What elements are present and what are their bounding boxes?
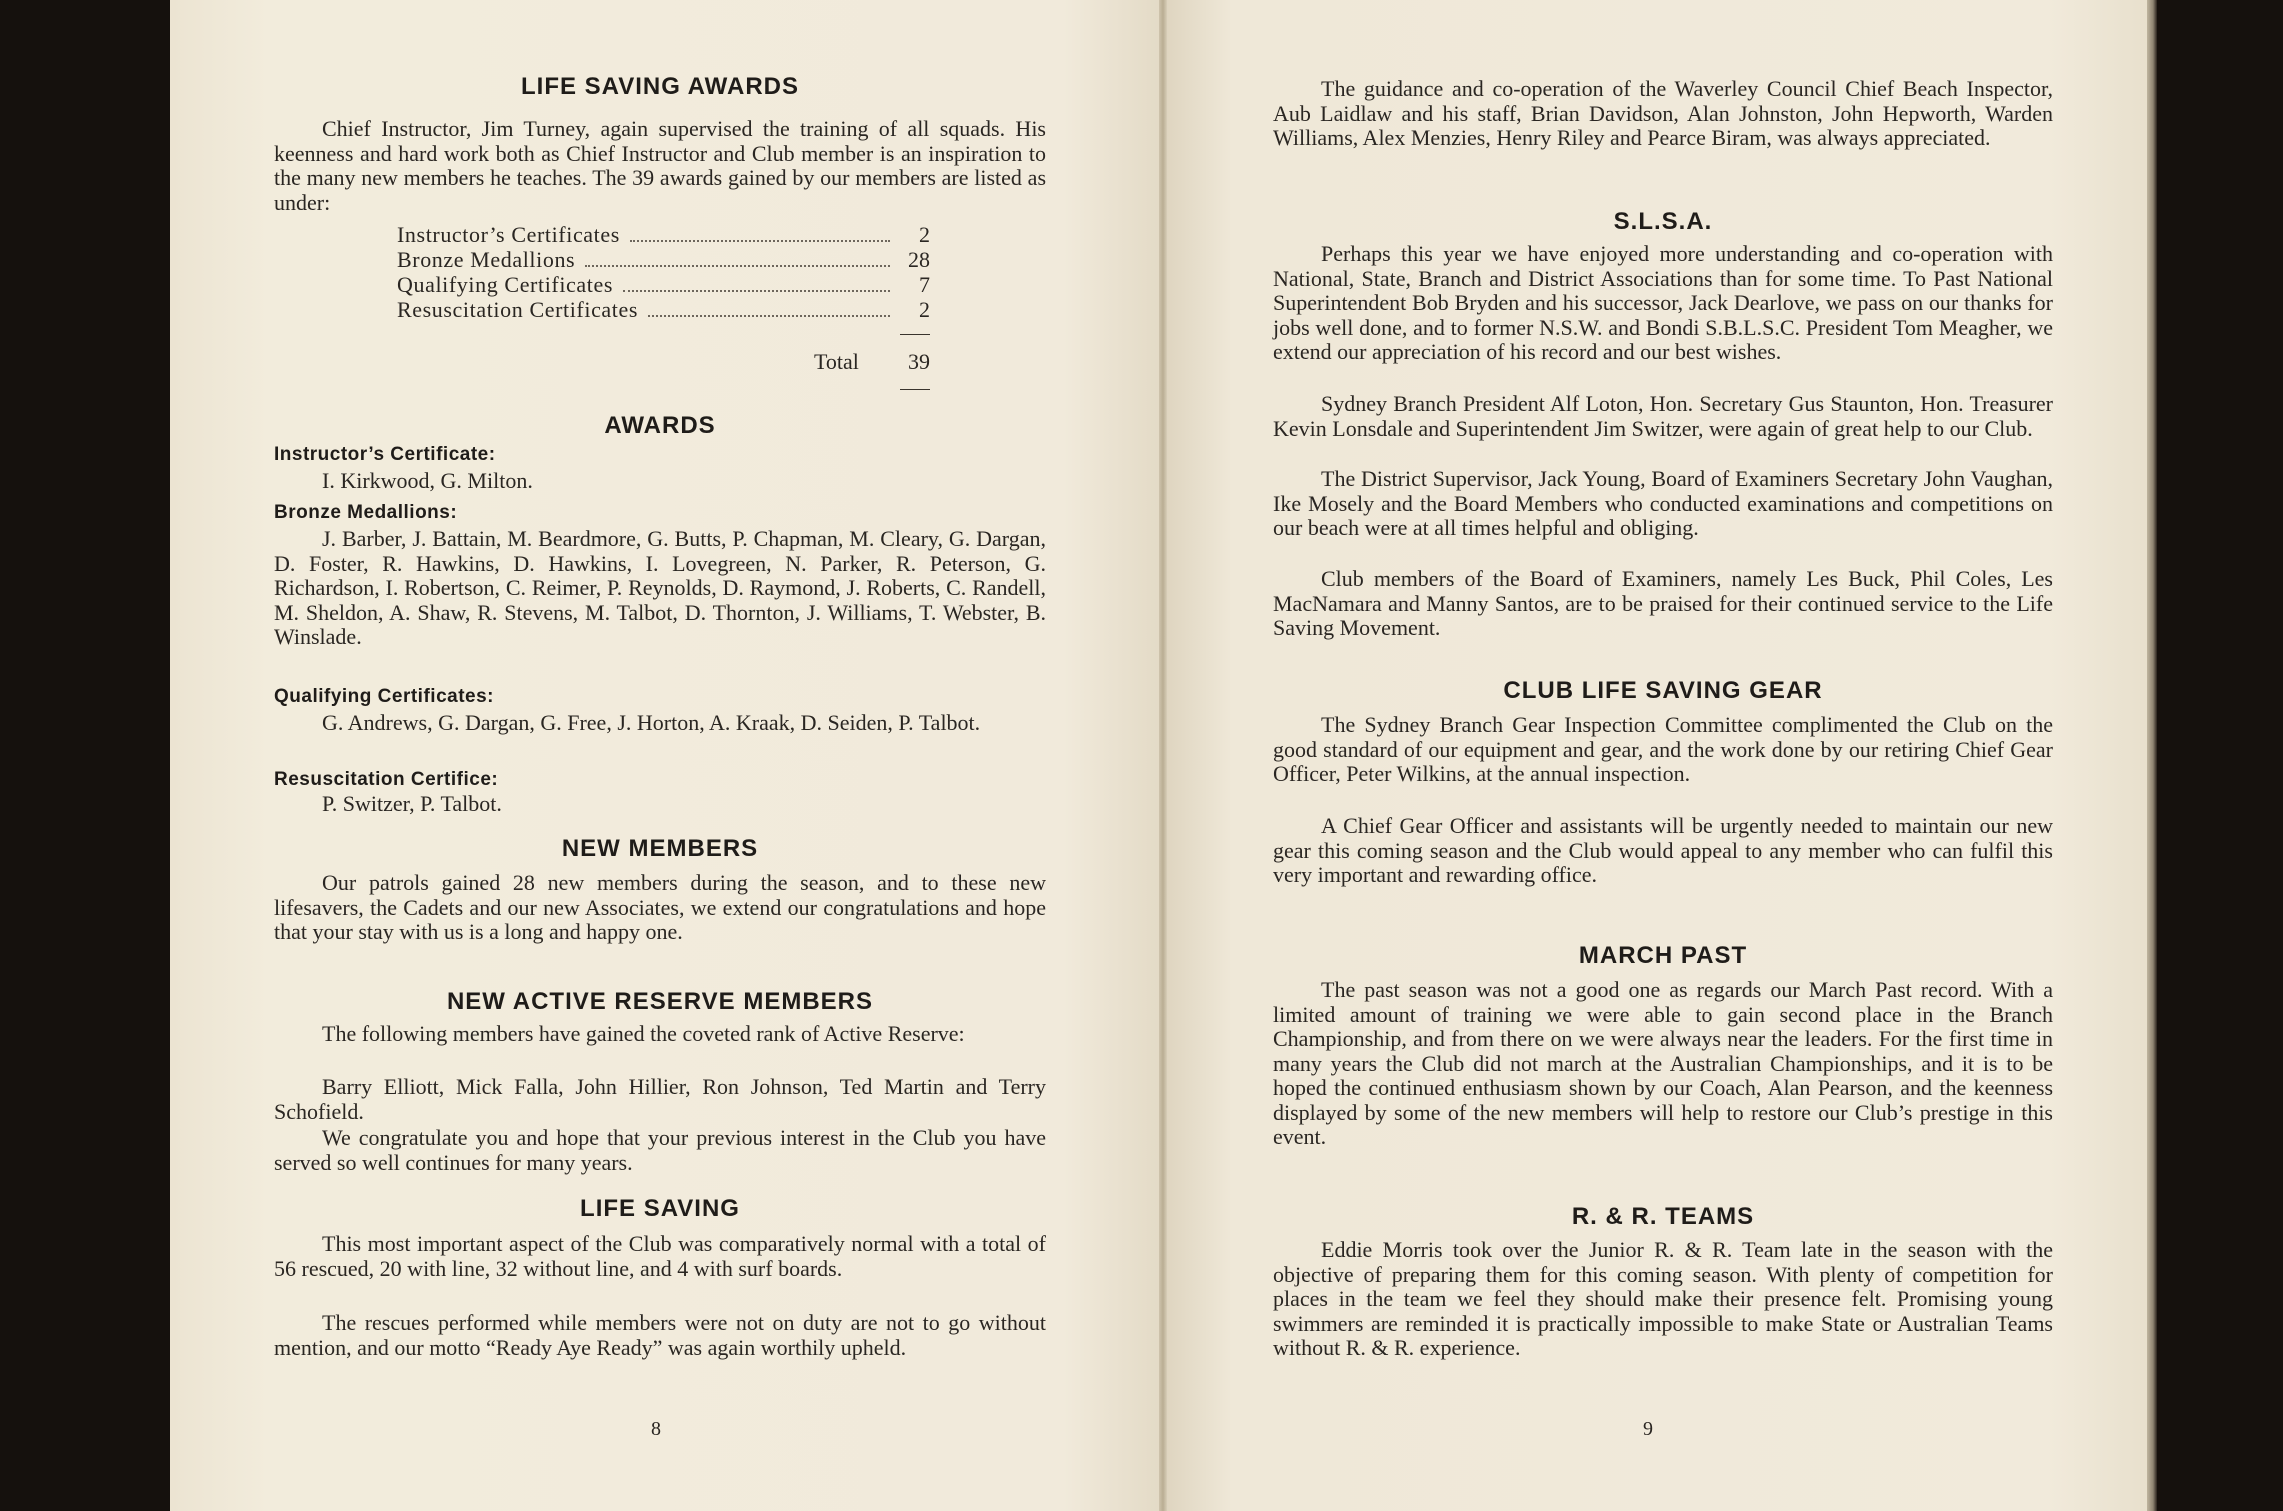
new-members-text: Our patrols gained 28 new members during the season, and to these new lifesavers, the Cadets and our new Associates, we extend our congratulations and hope that your stay with us is a long and happy one. [274,870,1046,944]
bronze-medallions-title: Bronze Medallions: [274,502,458,523]
slsa-text-3: The District Supervisor, Jack Young, Board of Examiners Secretary John Vaughan, Ike Mosely and the Board Members who conducted examinations and competitions on our beach were at all times helpful and obliging. [1273,466,2053,540]
slsa-text-4: Club members of the Board of Examiners, namely Les Buck, Phil Coles, Les MacNamara and Manny Santos, are to be praised for their continued service to the Life Saving Movement. [1273,566,2053,640]
dot-leader [648,315,890,317]
awards-total-label: Total [814,349,859,374]
slsa-text-2: Sydney Branch President Alf Loton, Hon. Secretary Gus Staunton, Hon. Treasurer Kevin Lonsdale and Superintendent Jim Switzer, were again of great help to our Club. [1273,391,2053,441]
instructor-certificate-names: I. Kirkwood, G. Milton. [322,468,533,493]
gear-text-1: The Sydney Branch Gear Inspection Committee complimented the Club on the good standard of our equipment and gear, and the work done by our retiring Chief Gear Officer, Peter Wilkins, at the annual inspection. [1273,712,2053,786]
rr-teams-heading: R. & R. TEAMS [1571,1203,1755,1230]
slsa-heading: S.L.S.A. [1613,208,1713,235]
awards-total-value: 39 [908,349,930,374]
dot-leader [585,265,890,267]
active-reserve-text-1: The following members have gained the coveted rank of Active Reserve: [322,1021,965,1046]
qualifying-certificates-names: G. Andrews, G. Dargan, G. Free, J. Horton, A. Kraak, D. Seiden, P. Talbot. [322,710,981,735]
right-intro-text: The guidance and co-operation of the Waverley Council Chief Beach Inspector, Aub Laidlaw and his staff, Brian Davidson, Alan Johnston, John Hepworth, Warden Williams, Alex Menzies, Henry Riley and Pearce Biram, was always appreciated. [1273,76,2053,150]
new-members-heading: NEW MEMBERS [561,835,759,862]
book-spine [1159,0,1167,1511]
slsa-text-1: Perhaps this year we have enjoyed more understanding and co-operation with National, State, Branch and District Associations than for some time. To Past National Superintendent Bob Bryden and his successor, Jack Dearlove, we pass on our thanks for jobs well done, and to former N.S.W. and Bondi S.B.L.S.C. President Tom Meagher, we extend our appreciation of his record and our best wishes. [1273,241,2053,364]
active-reserve-text-3: We congratulate you and hope that your previous interest in the Club you have served so well continues for many years. [274,1125,1046,1175]
sum-rule [900,334,930,335]
left-page-number: 8 [651,1418,661,1440]
awards-list-value: 2 [919,297,930,322]
life-saving-text-2: The rescues performed while members were not on duty are not to go without mention, and our motto “Ready Aye Ready” was again worthily upheld. [274,1310,1046,1360]
awards-list-label: Instructor’s Certificates [397,222,620,247]
awards-list-value: 2 [919,222,930,247]
awards-list-value: 7 [919,272,930,297]
total-rule [900,389,930,390]
awards-list-label: Resuscitation Certificates [397,297,639,322]
new-active-reserve-heading: NEW ACTIVE RESERVE MEMBERS [446,988,874,1015]
awards-list-row [397,223,930,247]
awards-list-label: Qualifying Certificates [397,272,614,297]
qualifying-certificates-title: Qualifying Certificates: [274,686,494,707]
march-past-heading: MARCH PAST [1578,942,1748,969]
life-saving-heading: LIFE SAVING [580,1195,740,1222]
club-life-saving-gear-heading: CLUB LIFE SAVING GEAR [1503,677,1823,704]
dot-leader [623,290,890,292]
active-reserve-text-2: Barry Elliott, Mick Falla, John Hillier, Ron Johnson, Ted Martin and Terry Schofield. [274,1074,1046,1124]
resuscitation-certificate-title: Resuscitation Certifice: [274,769,499,790]
awards-total-row [814,349,930,375]
awards-list-value: 28 [908,247,930,272]
awards-list-row [397,273,930,297]
life-saving-awards-heading: LIFE SAVING AWARDS [520,73,799,100]
awards-list-label: Bronze Medallions [397,247,576,272]
awards-heading: AWARDS [604,412,716,439]
life-saving-awards-intro: Chief Instructor, Jim Turney, again supervised the training of all squads. His keenness and hard work both as Chief Instructor and Club member is an inspiration to the many new members he teaches. The 39 awards gained by our members are listed as under: [274,116,1046,215]
gear-text-2: A Chief Gear Officer and assistants will be urgently needed to maintain our new gear this coming season and the Club would appeal to any member who can fulfil this very important and rewarding office. [1273,813,2053,887]
life-saving-text-1: This most important aspect of the Club was comparatively normal with a total of 56 rescued, 20 with line, 32 without line, and 4 with surf boards. [274,1231,1046,1281]
instructor-certificate-title: Instructor’s Certificate: [274,444,496,465]
rr-teams-text: Eddie Morris took over the Junior R. & R. Team late in the season with the objective of preparing them for this coming season. With plenty of competition for places in the team we feel they should make their presence felt. Promising young swimmers are reminded it is practically impossible to make State or Australian Teams without R. & R. experience. [1273,1237,2053,1360]
awards-list-row [397,248,930,272]
right-page-number: 9 [1643,1418,1653,1440]
awards-list-row [397,298,930,322]
dot-leader [630,240,890,242]
page-edge [2147,0,2157,1511]
bronze-medallions-names: J. Barber, J. Battain, M. Beardmore, G. Butts, P. Chapman, M. Cleary, G. Dargan, D. Foster, R. Hawkins, D. Hawkins, I. Lovegreen, N. Parker, R. Peterson, G. Richardson, I. Robertson, C. Reimer, P. Reynolds, D. Raymond, J. Roberts, C. Randell, M. Sheldon, A. Shaw, R. Stevens, M. Talbot, D. Thornton, J. Williams, T. Webster, B. Winslade. [274,526,1046,649]
resuscitation-certificate-names: P. Switzer, P. Talbot. [322,791,502,816]
march-past-text: The past season was not a good one as regards our March Past record. With a limited amount of training we were able to gain second place in the Branch Championship, and from there on we were always near the leaders. For the first time in many years the Club did not march at the Australian Championships, and it is to be hoped the continued enthusiasm shown by our Coach, Alan Pearson, and the keenness displayed by some of the new members will help to restore our Club’s prestige in this event. [1273,977,2053,1149]
